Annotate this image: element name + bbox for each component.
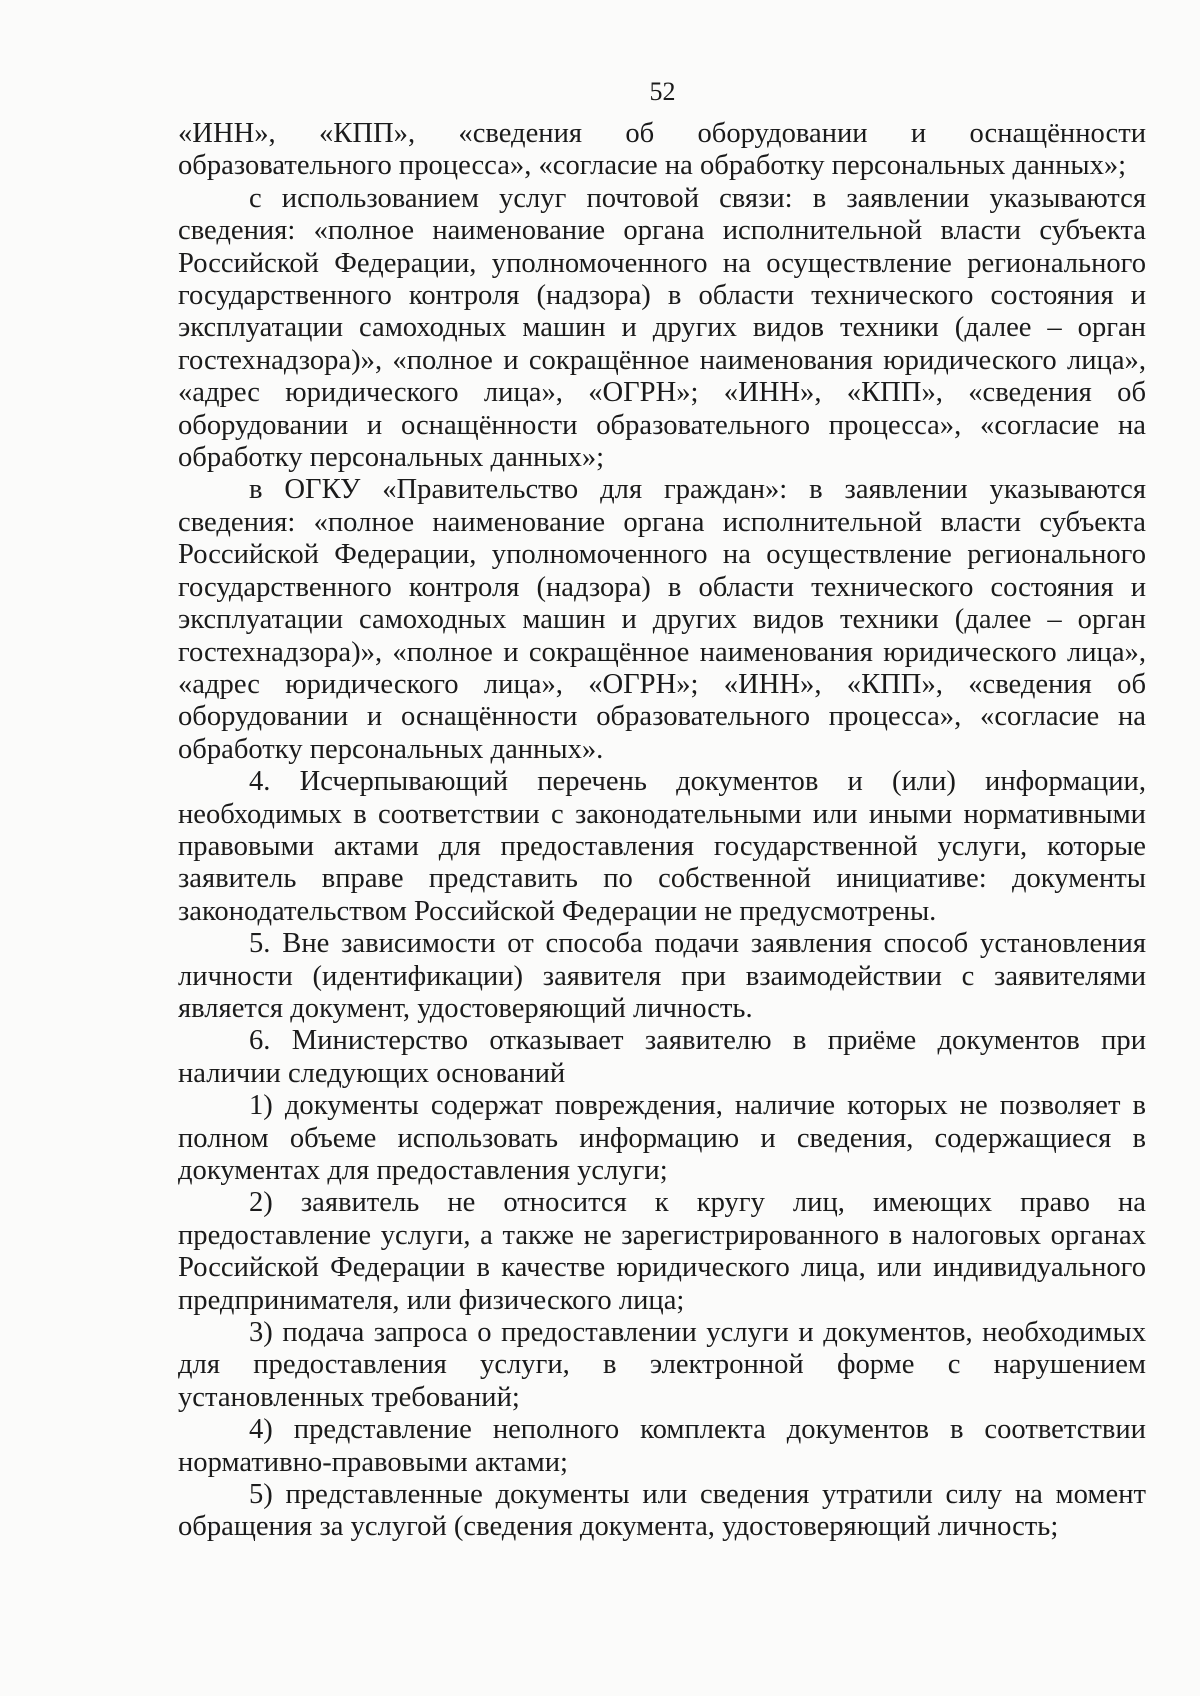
- paragraph-item-4: 4. Исчерпывающий перечень документов и (или) информации, необходимых в соответствии с законодательными или иными нормативными правовыми актами для предоставления государственной услуги, которые заявитель вправе представить по собственной инициативе: документы законодательством Российской Федерации не предусмотрены.: [178, 766, 1146, 927]
- document-body: [178, 118, 1146, 1544]
- paragraph-postal-submission: с использованием услуг почтовой связи: в заявлении указываются сведения: «полное наименование органа исполнительной власти субъекта Российской Федерации, уполномоченного на осуществление регионального государственного контроля (надзора) в области технического состояния и эксплуатации самоходных машин и других видов техники (далее – орган гостехнадзора)», «полное и сокращённое наименования юридического лица», «адрес юридического лица», «ОГРН»; «ИНН», «КПП», «сведения об оборудовании и оснащённости образовательного процесса», «согласие на обработку персональных данных»;: [178, 182, 1146, 474]
- paragraph-continuation: «ИНН», «КПП», «сведения об оборудовании и оснащённости образовательного процесса», «согласие на обработку персональных данных»;: [178, 118, 1146, 182]
- paragraph-item-5: 5. Вне зависимости от способа подачи заявления способ установления личности (идентификации) заявителя при взаимодействии с заявителями является документ, удостоверяющий личность.: [178, 928, 1146, 1024]
- list-item-1: 1) документы содержат повреждения, наличие которых не позволяет в полном объеме использовать информацию и сведения, содержащиеся в документах для предоставления услуги;: [178, 1090, 1146, 1186]
- list-item-5: 5) представленные документы или сведения утратили силу на момент обращения за услугой (сведения документа, удостоверяющий личность;: [178, 1479, 1146, 1543]
- list-item-2: 2) заявитель не относится к кругу лиц, имеющих право на предоставление услуги, а также не зарегистрированного в налоговых органах Российской Федерации в качестве юридического лица, или индивидуального предпринимателя, или физического лица;: [178, 1187, 1146, 1316]
- paragraph-item-6: 6. Министерство отказывает заявителю в приёме документов при наличии следующих оснований: [178, 1025, 1146, 1089]
- list-item-3: 3) подача запроса о предоставлении услуги и документов, необходимых для предоставления услуги, в электронной форме с нарушением установленных требований;: [178, 1317, 1146, 1413]
- page-number: 52: [649, 77, 676, 106]
- list-item-4: 4) представление неполного комплекта документов в соответствии нормативно-правовыми актами;: [178, 1414, 1146, 1478]
- paragraph-ogku-submission: в ОГКУ «Правительство для граждан»: в заявлении указываются сведения: «полное наименование органа исполнительной власти субъекта Российской Федерации, уполномоченного на осуществление регионального государственного контроля (надзора) в области технического состояния и эксплуатации самоходных машин и других видов техники (далее – орган гостехнадзора)», «полное и сокращённое наименования юридического лица», «адрес юридического лица», «ОГРН»; «ИНН», «КПП», «сведения об оборудовании и оснащённости образовательного процесса», «согласие на обработку персональных данных».: [178, 474, 1146, 765]
